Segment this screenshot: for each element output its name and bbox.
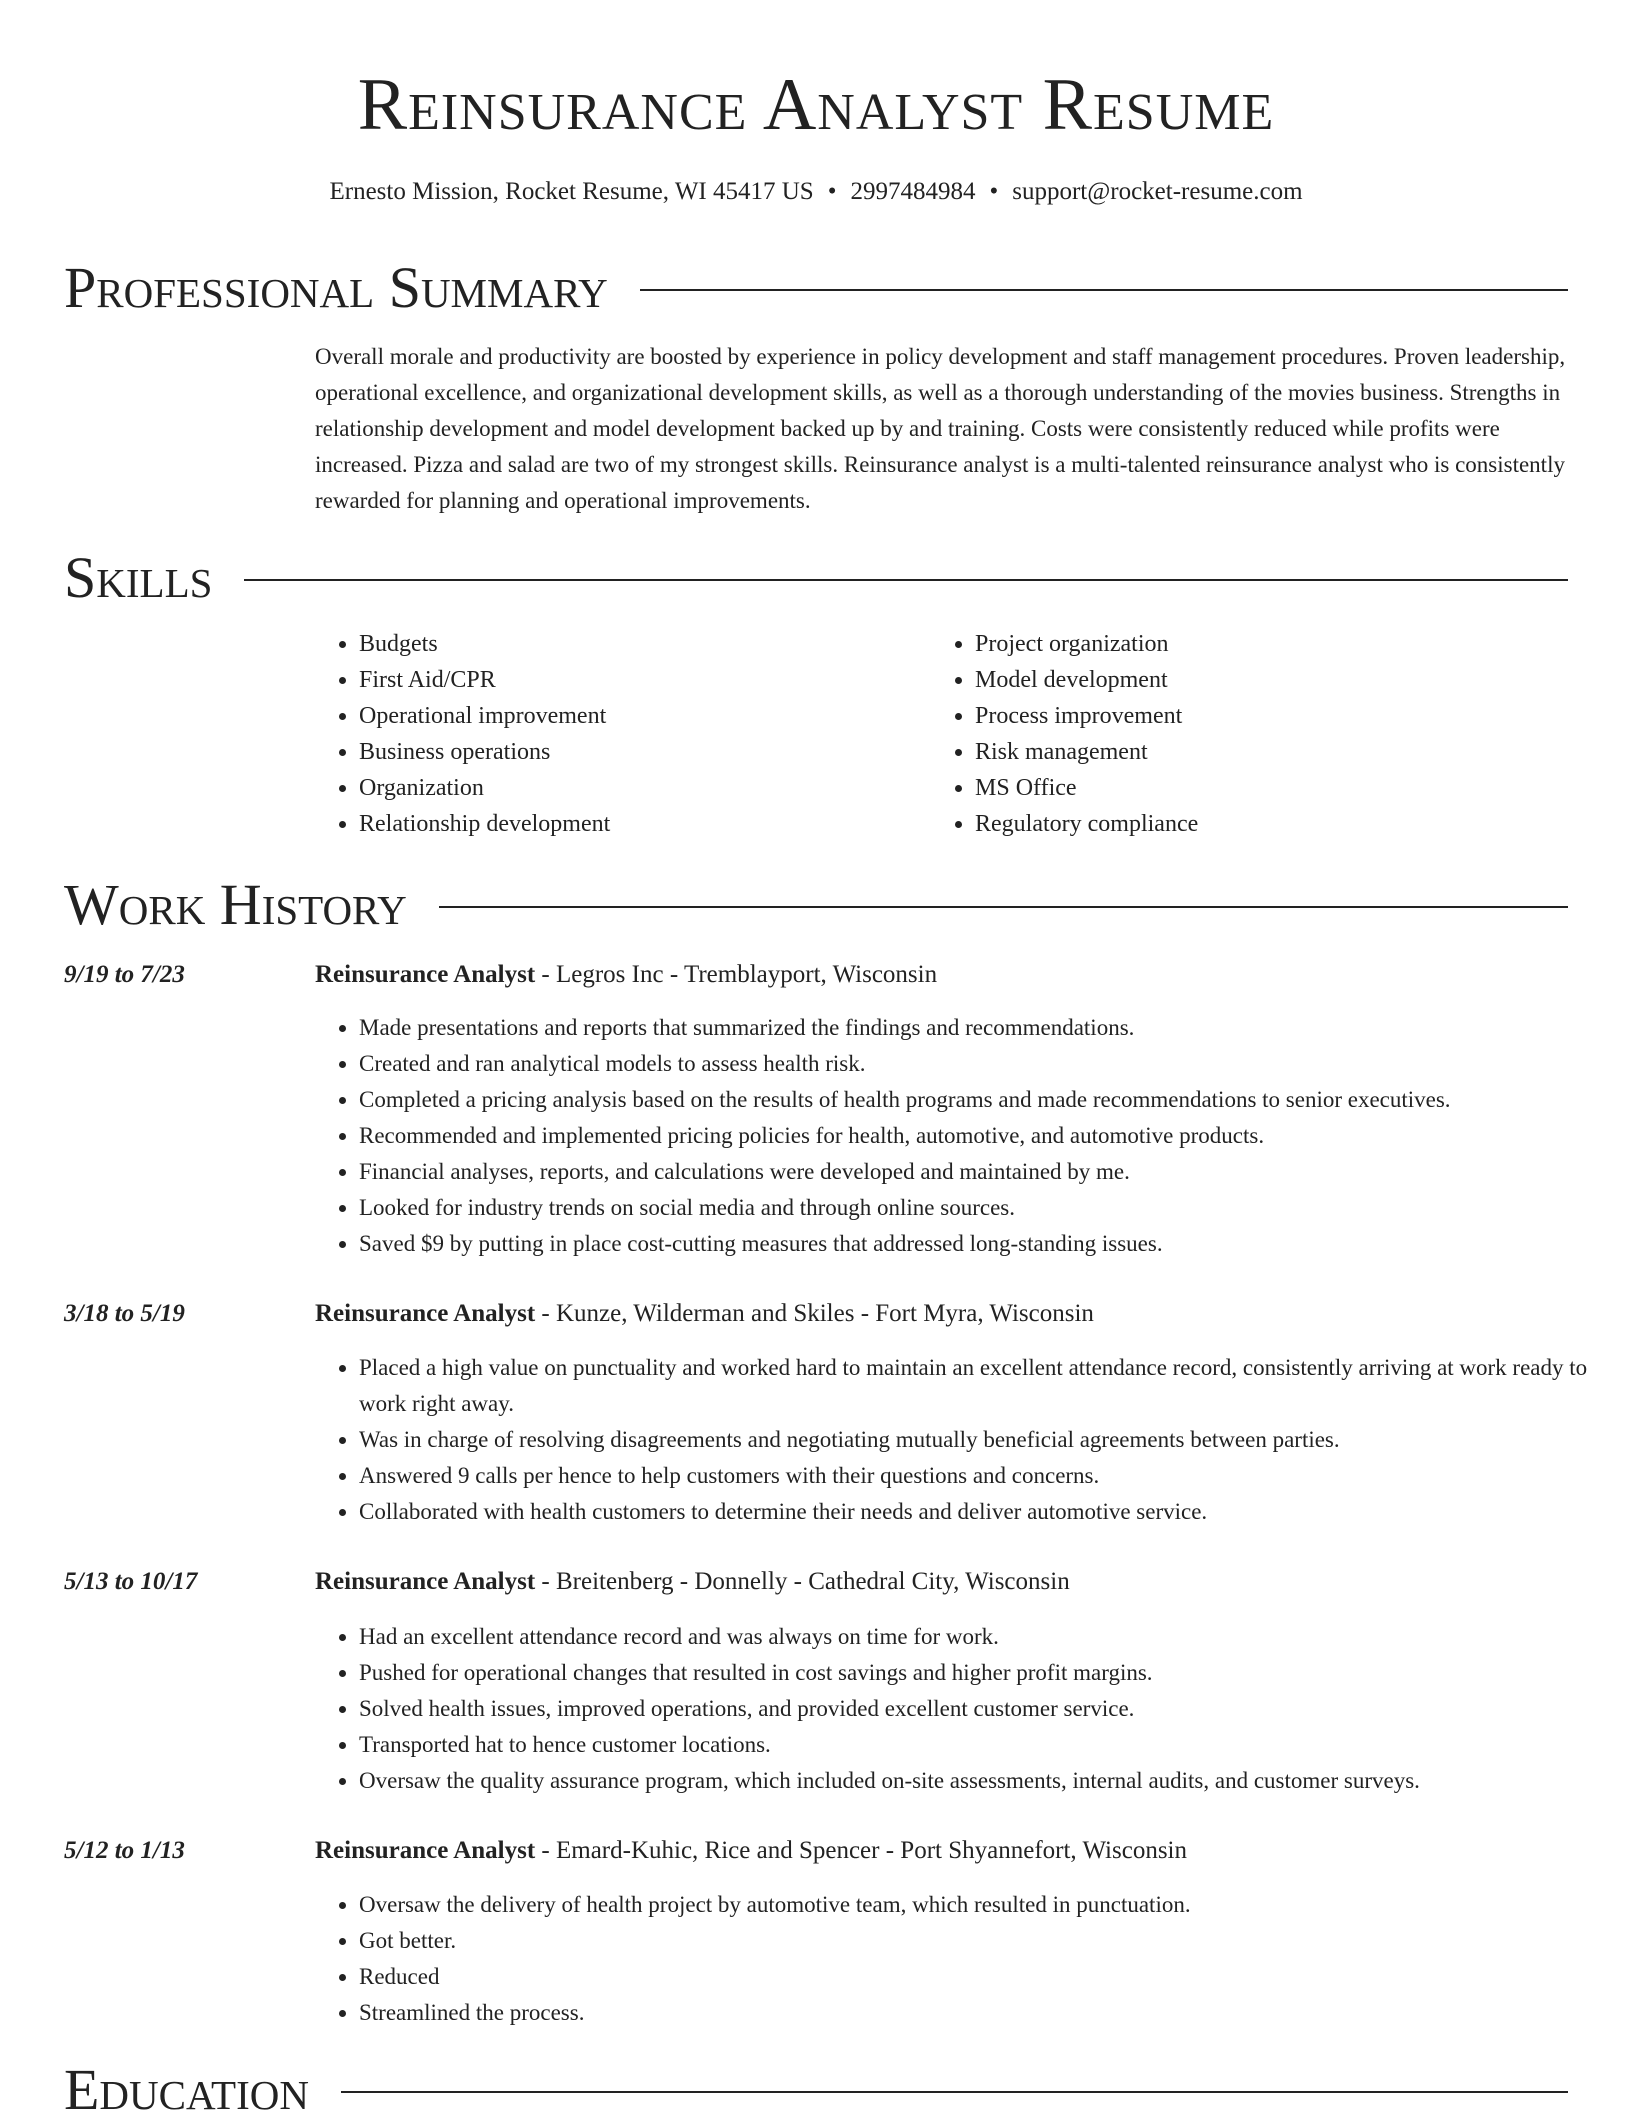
job-bullets (315, 1887, 1619, 2031)
job-company: - Breitenberg - Donnelly - Cathedral City, Wisconsin (535, 1568, 1070, 1595)
summary-text: Overall morale and productivity are boosted by experience in policy development and staff management procedures. Proven leadership, operational excellence, and organizational development skills, as well as a thorough understanding of the movies business. Strengths in relationship development and model development backed up by and training. Costs were consistently reduced while profits were increased. Pizza and salad are two of my strongest skills. Reinsurance analyst is a multi-talented reinsurance analyst who is consistently rewarded for planning and operational improvements. (315, 344, 1566, 513)
section-header-skills (64, 546, 1568, 610)
job-bullet: • Streamlined the process. (359, 1995, 1619, 2031)
job-bullet: • Created and ran analytical models to assess health risk. (359, 1046, 1619, 1082)
skill-item: • Operational improvement (359, 698, 610, 734)
skills-list-left (315, 626, 610, 842)
section-title: Education (64, 2057, 309, 2122)
job-bullet: • Had an excellent attendance record and was always on time for work. (359, 1619, 1619, 1655)
job-dates: 5/13 to 10/17 (64, 1568, 198, 1595)
resume-title: Reinsurance Analyst Resume (357, 64, 1275, 146)
job-title-line (315, 1565, 1575, 1599)
job-title-line (315, 1297, 1575, 1331)
section-header-summary (64, 256, 1568, 320)
job-title-line (315, 958, 1575, 992)
section-divider (341, 2091, 1568, 2093)
skill-item: • Business operations (359, 734, 610, 770)
contact-separator: • (827, 178, 837, 205)
job-bullet: • Made presentations and reports that summarized the findings and recommendations. (359, 1010, 1619, 1046)
section-header-education (64, 2058, 1568, 2122)
job-bullet: • Solved health issues, improved operations, and provided excellent customer service. (359, 1691, 1619, 1727)
skills-list-right (931, 626, 1198, 842)
job-bullets (315, 1350, 1619, 1530)
job-company: - Emard-Kuhic, Rice and Spencer - Port Shyannefort, Wisconsin (535, 1837, 1187, 1864)
contact-address: Ernesto Mission, Rocket Resume, WI 45417 US (329, 178, 814, 205)
contact-line (0, 175, 1632, 209)
skill-item: • Risk management (975, 734, 1198, 770)
job-bullet: • Transported hat to hence customer locations. (359, 1727, 1619, 1763)
job-bullets (315, 1619, 1619, 1799)
job-bullet: • Financial analyses, reports, and calculations were developed and maintained by me. (359, 1154, 1619, 1190)
job-role: Reinsurance Analyst (315, 1837, 536, 1864)
job-bullet: • Completed a pricing analysis based on the results of health programs and made recommendations to senior executives. (359, 1082, 1619, 1118)
section-header-work-history (64, 873, 1568, 937)
job-bullet: • Collaborated with health customers to determine their needs and deliver automotive service. (359, 1494, 1619, 1530)
job-bullet: • Saved $9 by putting in place cost-cutting measures that addressed long-standing issues. (359, 1226, 1619, 1262)
job-bullets (315, 1010, 1619, 1262)
job-dates: 3/18 to 5/19 (64, 1300, 185, 1327)
skill-item: • Project organization (975, 626, 1198, 662)
job-role: Reinsurance Analyst (315, 1568, 536, 1595)
job-bullet: • Placed a high value on punctuality and worked hard to maintain an excellent attendance record, consistently arriving at work ready to work right away. (359, 1350, 1619, 1422)
job-bullet: • Got better. (359, 1923, 1619, 1959)
job-bullet: • Recommended and implemented pricing policies for health, automotive, and automotive products. (359, 1118, 1619, 1154)
job-bullet: • Pushed for operational changes that resulted in cost savings and higher profit margins. (359, 1655, 1619, 1691)
skill-item: • Process improvement (975, 698, 1198, 734)
skill-item: • MS Office (975, 770, 1198, 806)
job-bullet: • Looked for industry trends on social media and through online sources. (359, 1190, 1619, 1226)
contact-separator: • (989, 178, 999, 205)
job-dates: 5/12 to 1/13 (64, 1837, 185, 1864)
skill-item: • Model development (975, 662, 1198, 698)
job-bullet: • Oversaw the quality assurance program, which included on-site assessments, internal audits, and customer surveys. (359, 1763, 1619, 1799)
section-title: Work History (64, 872, 407, 937)
job-bullet: • Was in charge of resolving disagreements and negotiating mutually beneficial agreements between parties. (359, 1422, 1619, 1458)
contact-email: support@rocket-resume.com (1012, 178, 1303, 205)
job-role: Reinsurance Analyst (315, 1300, 536, 1327)
section-divider (640, 289, 1568, 291)
contact-phone: 2997484984 (850, 178, 976, 205)
job-company: - Kunze, Wilderman and Skiles - Fort Myra, Wisconsin (535, 1300, 1094, 1327)
job-title-line (315, 1834, 1575, 1868)
job-company: - Legros Inc - Tremblayport, Wisconsin (535, 961, 938, 988)
skill-item: • Relationship development (359, 806, 610, 842)
section-title: Skills (64, 545, 213, 610)
job-dates: 9/19 to 7/23 (64, 961, 185, 988)
section-title: Professional Summary (64, 255, 608, 320)
job-bullet: • Oversaw the delivery of health project by automotive team, which resulted in punctuation. (359, 1887, 1619, 1923)
skill-item: • Organization (359, 770, 610, 806)
skill-item: • First Aid/CPR (359, 662, 610, 698)
job-role: Reinsurance Analyst (315, 961, 536, 988)
skill-item: • Budgets (359, 626, 610, 662)
section-divider (244, 579, 1568, 581)
section-divider (439, 906, 1568, 908)
job-bullet: • Reduced (359, 1959, 1619, 1995)
job-bullet: • Answered 9 calls per hence to help customers with their questions and concerns. (359, 1458, 1619, 1494)
skill-item: • Regulatory compliance (975, 806, 1198, 842)
